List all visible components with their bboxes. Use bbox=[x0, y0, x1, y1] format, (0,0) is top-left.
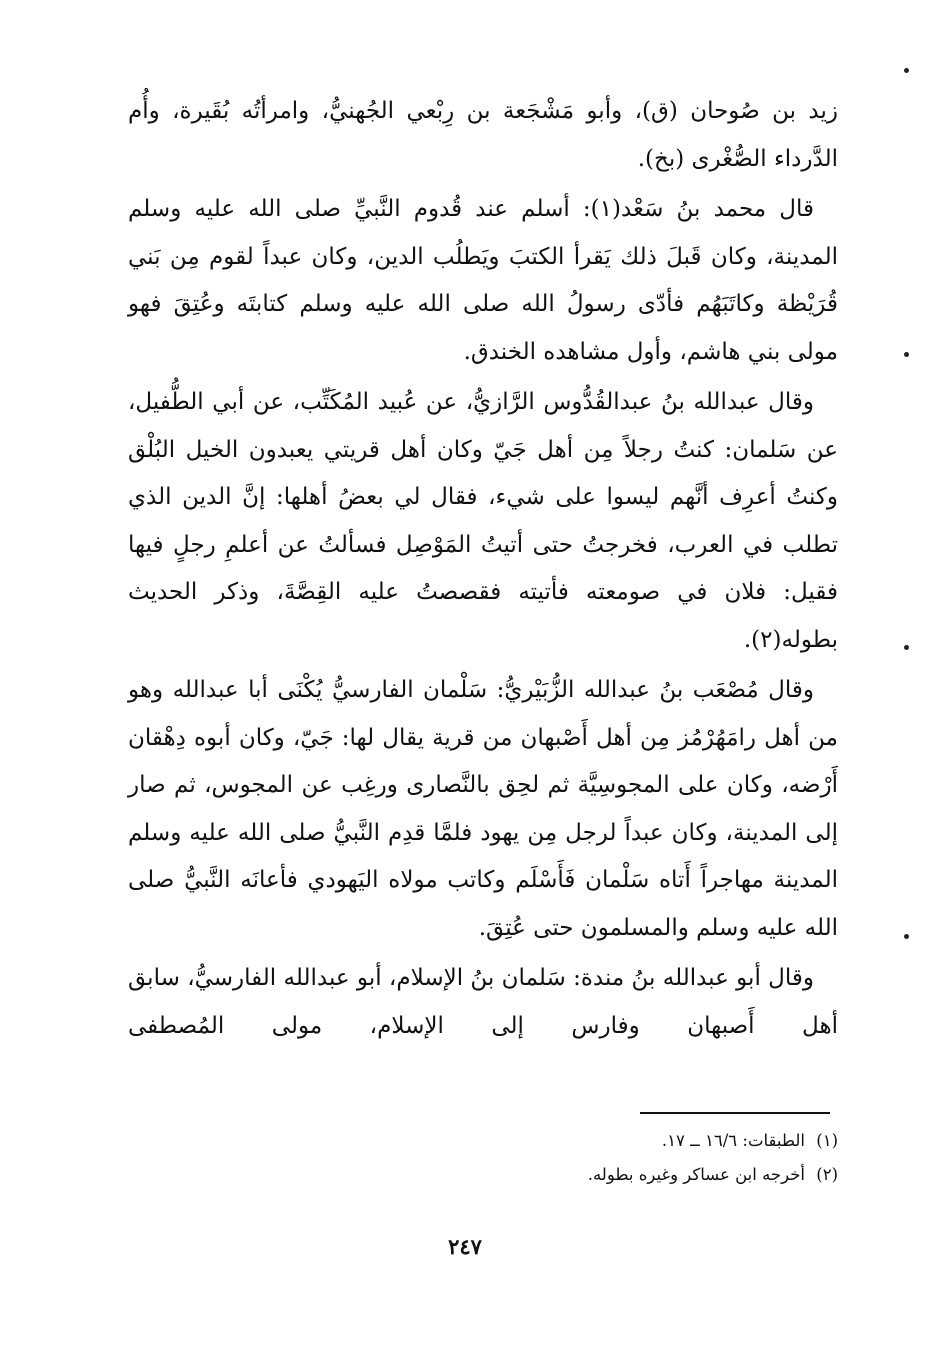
margin-dot bbox=[904, 645, 909, 650]
footnote-2 bbox=[128, 1158, 838, 1192]
margin-dot bbox=[904, 934, 909, 939]
paragraph-4: وقال مُصْعَب بنُ عبدالله الزُّبَيْريُّ: سَلْمان الفارسيُّ يُكْنَى أبا عبدالله وهو من أهل رامَهُرْمُز مِن أهل أَصْبهان من قرية يقال لها: جَيّ، وكان أبوه دِهْقان أَرْضه، وكان على المجوسِيَّة ثم لحِق بالنَّصارى ورغِب عن المجوس، ثم صار إلى المدينة، وكان عبداً لرجل مِن يهود فلمَّا قدِم النَّبيُّ صلى الله عليه وسلم المدينة مهاجراً أَتاه سَلْمان فَأَسْلَم وكاتب مولاه اليَهودي فأعانَه النَّبيُّ صلى الله عليه وسلم والمسلمون حتى عُتِقَ. bbox=[128, 677, 838, 941]
footnote-1 bbox=[128, 1124, 838, 1158]
margin-dot bbox=[904, 68, 909, 73]
paragraph-5: وقال أبو عبدالله بنُ مندة: سَلمان بنُ الإسلام، أبو عبدالله الفارسيُّ، سابق أهل أَصبهان وفارس إلى الإسلام، مولى المُصطفى bbox=[128, 965, 838, 1039]
page-number: ٢٤٧ bbox=[448, 1234, 482, 1259]
footnote-text: أخرجه ابن عساكر وغيره بطوله. bbox=[587, 1165, 805, 1184]
footnote-number: (١) bbox=[816, 1131, 838, 1150]
footnote-divider bbox=[640, 1112, 830, 1114]
footnotes bbox=[128, 1124, 838, 1192]
paragraph-1: زيد بن صُوحان (ق)، وأبو مَشْجَعة بن رِبْعي الجُهنيُّ، وامرأتُه بُقَيرة، وأُم الدَّرداء الصُّغْرى (بخ). bbox=[128, 98, 838, 172]
footnote-number: (٢) bbox=[816, 1165, 838, 1184]
main-text bbox=[128, 88, 838, 1050]
paragraph-2: قال محمد بنُ سَعْد(١): أسلم عند قُدوم النَّبيِّ صلى الله عليه وسلم المدينة، وكان قَبلَ ذلك يَقرأ الكتبَ ويَطلُب الدين، وكان عبداً لقوم مِن بَني قُرَيْظة وكاتَبَهُم فأدّى رسولُ الله صلى الله عليه وسلم كتابتَه وعُتِقَ فهو مولى بني هاشم، وأول مشاهده الخندق. bbox=[128, 196, 838, 365]
margin-dot bbox=[904, 352, 909, 357]
paragraph-3: وقال عبدالله بنُ عبدالقُدُّوس الرَّازيُّ، عن عُبيد المُكَتِّب، عن أبي الطُّفيل، عن سَلمان: كنتُ رجلاً مِن أهل جَيّ وكان أهل قريتي يعبدون الخيل البُلْق وكنتُ أعرِف أنَّهم ليسوا على شيء، فقال لي بعضُ أهلها: إنَّ الدين الذي تطلب في العرب، فخرجتُ حتى أتيتُ المَوْصِل فسألتُ عن أعلمِ رجلٍ فيها فقيل: فلان في صومعته فأتيته فقصصتُ عليه القِصَّةَ، وذكر الحديث بطوله(٢). bbox=[128, 389, 838, 653]
footnote-text: الطبقات: ١٦/٦ ــ ١٧. bbox=[661, 1131, 805, 1150]
